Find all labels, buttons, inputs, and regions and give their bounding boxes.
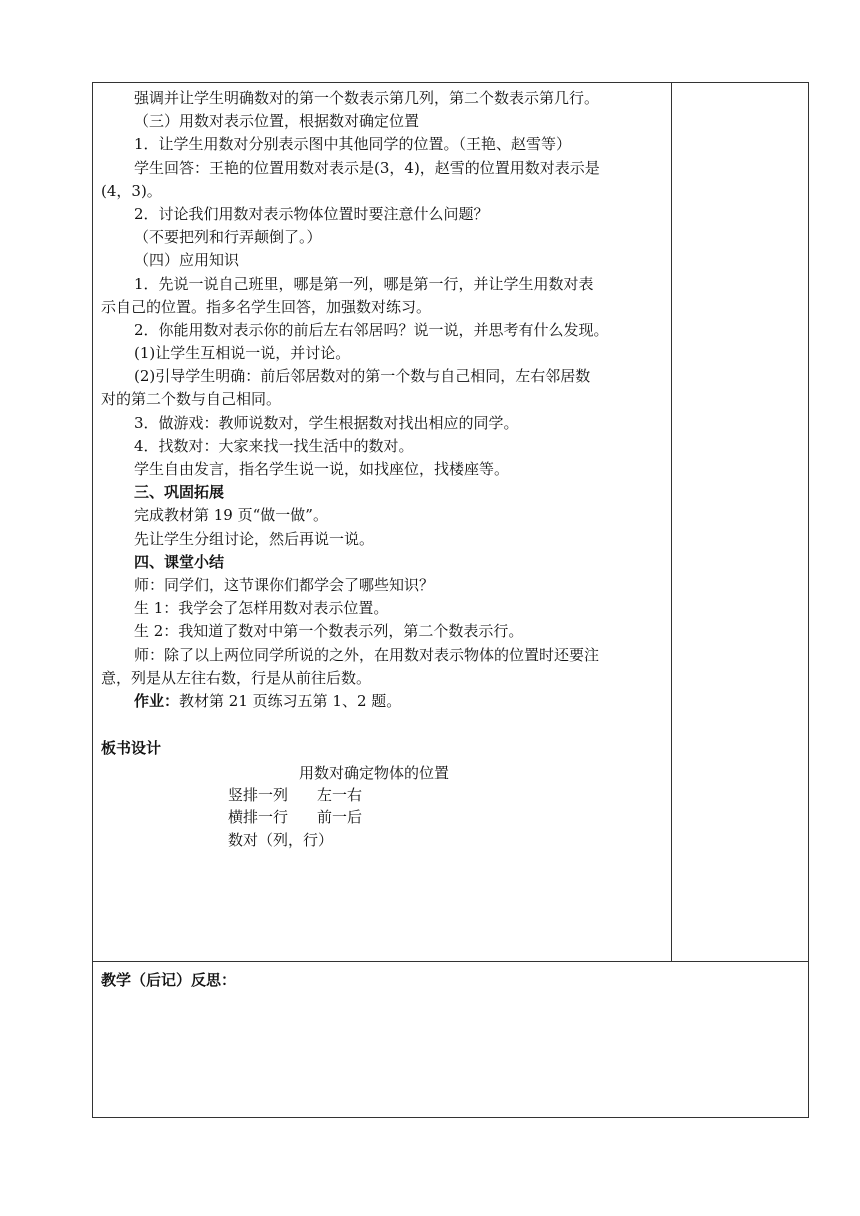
text-line: 学生回答：王艳的位置用数对表示是(3，4)，赵雪的位置用数对表示是 <box>134 158 600 177</box>
text-line: 学生自由发言，指名学生说一说，如找座位，找楼座等。 <box>134 460 510 478</box>
text-line: 1．让学生用数对分别表示图中其他同学的位置。（王艳、赵雪等） <box>134 135 572 154</box>
text-line: 三、巩固拓展 <box>134 483 225 502</box>
text-line: 2．讨论我们用数对表示物体位置时要注意什么问题？ <box>134 204 489 223</box>
board-row2-right: 前一后 <box>317 808 363 826</box>
text-line: 2．你能用数对表示你的前后左右邻居吗？说一说，并思考有什么发现。 <box>134 320 609 339</box>
text-line: (1)让学生互相说一说，并讨论。 <box>134 344 351 363</box>
board-design-heading: 板书设计 <box>101 739 162 757</box>
homework-text: 教材第 21 页练习五第 1、2 题。 <box>179 691 402 710</box>
board-row1-left: 竖排一列 <box>228 786 289 804</box>
text-line: 先让学生分组讨论，然后再说一说。 <box>134 529 375 548</box>
text-line: 示自己的位置。指多名学生回答，加强数对练习。 <box>101 297 432 316</box>
text-line: 完成教材第 19 页“做一做”。 <box>134 506 328 525</box>
text-line: (4，3)。 <box>101 181 162 200</box>
text-line: 意，列是从左往右数，行是从前往后数。 <box>101 668 372 687</box>
reflection-heading: 教学（后记）反思： <box>101 971 237 989</box>
lesson-plan-table <box>92 82 809 1118</box>
text-line: （不要把列和行弄颠倒了。） <box>134 228 322 247</box>
homework-line <box>101 690 667 713</box>
text-line: 3．做游戏：教师说数对，学生根据数对找出相应的同学。 <box>134 413 519 432</box>
text-line: （三）用数对表示位置，根据数对确定位置 <box>134 112 420 131</box>
lesson-content <box>101 87 667 713</box>
text-line: 1．先说一说自己班里，哪是第一列，哪是第一行，并让学生用数对表 <box>134 274 594 293</box>
homework-label: 作业： <box>134 691 180 710</box>
text-line: （四）应用知识 <box>134 251 240 270</box>
column-divider <box>671 83 672 961</box>
text-line: 生 2：我知道了数对中第一个数表示列，第二个数表示行。 <box>134 622 524 641</box>
text-line: 对的第二个数与自己相同。 <box>101 390 282 409</box>
text-line: 师：除了以上两位同学所说的之外，在用数对表示物体的位置时还要注 <box>134 645 600 664</box>
text-line: 4．找数对：大家来找一找生活中的数对。 <box>134 436 414 455</box>
text-line: 师：同学们，这节课你们都学会了哪些知识？ <box>134 575 435 594</box>
board-row1-right: 左一右 <box>317 786 363 804</box>
board-title: 用数对确定物体的位置 <box>299 764 450 782</box>
text-line: 四、课堂小结 <box>134 552 225 571</box>
board-row2-left: 横排一行 <box>228 808 289 826</box>
board-row3: 数对（列，行） <box>228 831 334 849</box>
text-line: 强调并让学生明确数对的第一个数表示第几列，第二个数表示第几行。 <box>134 89 600 107</box>
text-line: 生 1：我学会了怎样用数对表示位置。 <box>134 599 389 618</box>
text-line: (2)引导学生明确：前后邻居数对的第一个数与自己相同，左右邻居数 <box>134 367 591 386</box>
row-divider <box>93 961 808 962</box>
